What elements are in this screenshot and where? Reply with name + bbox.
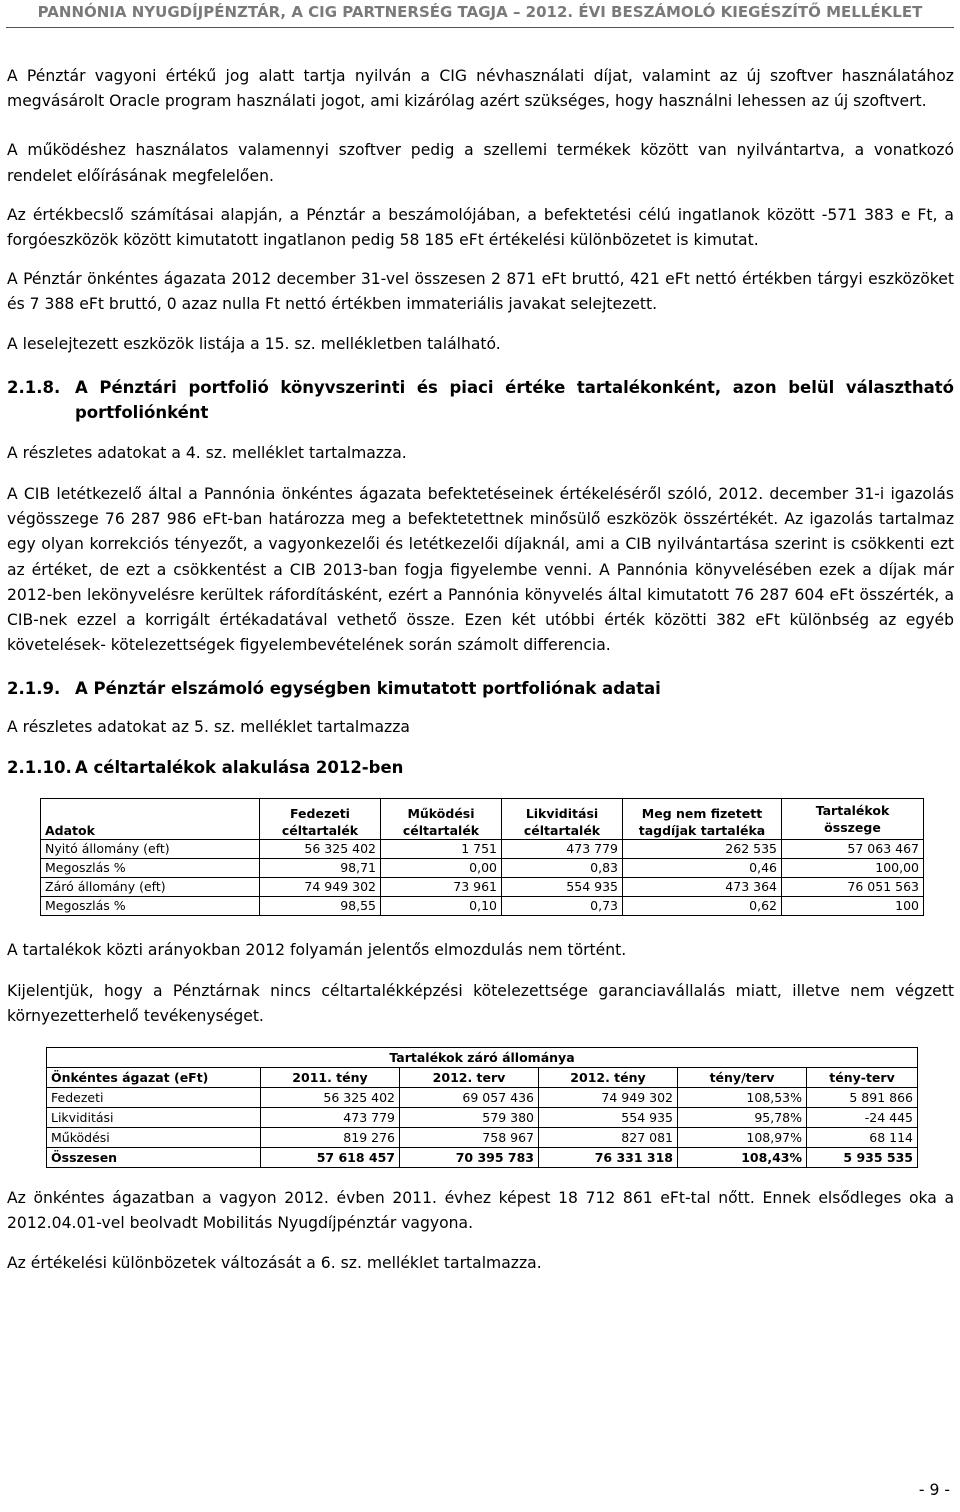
- column-header: Működési céltartalék: [381, 798, 502, 839]
- table-cell: 74 949 302: [260, 877, 381, 896]
- paragraph-annex-6: Az értékelési különbözetek változását a 6. sz. melléklet tartalmazza.: [7, 1253, 542, 1272]
- table-cell: 70 395 783: [400, 1148, 539, 1168]
- table-cell: 262 535: [623, 839, 782, 858]
- column-header: 2011. tény: [261, 1068, 400, 1088]
- table-cell: 5 935 535: [807, 1148, 918, 1168]
- row-label: Likviditási: [47, 1108, 261, 1128]
- table-row: [47, 1088, 918, 1108]
- row-label: Összesen: [47, 1148, 261, 1168]
- table-cell: 57 618 457: [261, 1148, 400, 1168]
- table-cell: 0,10: [381, 896, 502, 915]
- column-header: 2012. tény: [539, 1068, 678, 1088]
- section-title: A Pénztár elszámoló egységben kimutatott portfoliónak adatai: [75, 679, 661, 699]
- table-row: [41, 839, 924, 858]
- row-label: Megoszlás %: [41, 896, 260, 915]
- table-cell: 473 364: [623, 877, 782, 896]
- table-cell: 554 935: [539, 1108, 678, 1128]
- section-number: 2.1.10.: [7, 757, 72, 777]
- paragraph-annex-4: A részletes adatokat a 4. sz. melléklet tartalmazza.: [7, 443, 407, 462]
- row-label: Fedezeti: [47, 1088, 261, 1108]
- paragraph-declaration: Kijelentjük, hogy a Pénztárnak nincs céltartalékképzési kötelezettsége garanciavállalás miatt, illetve nem végzett környezetterhelő tevékenységet.: [7, 981, 954, 1026]
- paragraph-asset-growth: Az önkéntes ágazatban a vagyon 2012. évben 2011. évhez képest 18 712 861 eFt-tal nőtt. Ennek elsődleges oka a 2012.04.01-vel beolvadt Mobilitás Nyugdíjpénztár vagyona.: [7, 1189, 954, 1233]
- row-label: Megoszlás %: [41, 858, 260, 877]
- table-cell: 473 779: [261, 1108, 400, 1128]
- table-cell: 0,62: [623, 896, 782, 915]
- column-header: Likviditási céltartalék: [502, 798, 623, 839]
- section-number: 2.1.8.: [7, 377, 61, 397]
- table-cell: 827 081: [539, 1128, 678, 1148]
- column-header: tény/terv: [678, 1068, 807, 1088]
- table-cell: 1 751: [381, 839, 502, 858]
- row-label: Működési: [47, 1128, 261, 1148]
- paragraph-reserve-ratios: A tartalékok közti arányokban 2012 folyamán jelentős elmozdulás nem történt.: [7, 940, 627, 959]
- table-cell: 56 325 402: [261, 1088, 400, 1108]
- section-heading-2-1-8: [7, 375, 954, 425]
- column-header: Tartalékok összege: [782, 798, 924, 839]
- column-header: Meg nem fizetett tagdíjak tartaléka: [623, 798, 782, 839]
- table-cell: 579 380: [400, 1108, 539, 1128]
- paragraph-annex-5: A részletes adatokat az 5. sz. melléklet tartalmazza: [7, 718, 410, 737]
- table-cell: -24 445: [807, 1108, 918, 1128]
- table-header-row: [47, 1068, 918, 1088]
- table-title: Tartalékok záró állomány​a: [47, 1048, 918, 1068]
- row-label: Záró állomány (eft): [41, 877, 260, 896]
- column-header: 2012. terv: [400, 1068, 539, 1088]
- table-header-row: [41, 798, 924, 839]
- table-row: [47, 1108, 918, 1128]
- table-cell: 98,55: [260, 896, 381, 915]
- column-header: Önkéntes ágazat (eFt): [47, 1068, 261, 1088]
- table-row: [41, 896, 924, 915]
- paragraph-cib-custodian: A CIB letétkezelő által a Pannónia önkéntes ágazata befektetéseinek értékeléséről szóló, 2012. december 31-i igazolás végösszege 76 287 986 eFt-ban határozza meg a befektetettnek minősülő eszközök összértékét. Az igazolás tartalmaz egy olyan korrekciós tényezőt, a vagyonkezelői és letétkezelői díjaknál, ami a CIB nyilvántartása szerint is csökkenti ezt az értéket, de ezt a csökkentést a CIB 2013-ban fogja figyelembe venni. A Pannónia könyvelésében ezek a díjak már 2012-ben lekönyvelésre kerültek ráfordításként, ezért a Pannónia könyvelés által kimutatott 76 287 604 eFt összérték, a CIB-nek ezzel a korrigált értékadatával vethető össze. Ezen két utóbbi érték közötti 382 eFt különbség az egyéb követelések- kötelezettségek figyelembevételének során számolt differencia.: [7, 485, 954, 655]
- row-label: Nyitó állomány (eft): [41, 839, 260, 858]
- table-row: [47, 1128, 918, 1148]
- paragraph-software: A működéshez használatos valamennyi szoftver pedig a szellemi termékek között van nyilvántartva, a vonatkozó rendelet előírásának megfelelően.: [7, 141, 954, 185]
- page-number: - 9 -: [918, 1481, 950, 1499]
- section-title: A céltartalékok alakulása 2012-ben: [75, 757, 404, 777]
- table-cell: 68 114: [807, 1128, 918, 1148]
- document-body: [7, 64, 954, 1276]
- reserves-table: [40, 798, 924, 916]
- table-title-row: [47, 1048, 918, 1068]
- paragraph-disposal: A Pénztár önkéntes ágazata 2012 december 31-vel összesen 2 871 eFt bruttó, 421 eFt nettó értékben tárgyi eszközöket és 7 388 eFt bruttó, 0 azaz nulla Ft nettó értékben immateriális javakat selejtezett.: [7, 270, 954, 314]
- column-header: Fedezeti céltartalék: [260, 798, 381, 839]
- column-header: tény-terv: [807, 1068, 918, 1088]
- section-heading-2-1-10: [7, 755, 954, 780]
- table-cell: 473 779: [502, 839, 623, 858]
- table-cell: 108,53%: [678, 1088, 807, 1108]
- table-row: [41, 877, 924, 896]
- table-cell: 57 063 467: [782, 839, 924, 858]
- table-cell: 76 051 563: [782, 877, 924, 896]
- table-total-row: [47, 1148, 918, 1168]
- table-cell: 758 967: [400, 1128, 539, 1148]
- table-cell: 98,71: [260, 858, 381, 877]
- table-cell: 76 331 318: [539, 1148, 678, 1168]
- table-cell: 108,97%: [678, 1128, 807, 1148]
- header-divider: [6, 27, 954, 28]
- table-cell: 56 325 402: [260, 839, 381, 858]
- table-cell: 0,46: [623, 858, 782, 877]
- table-cell: 554 935: [502, 877, 623, 896]
- closing-reserves-table: [46, 1047, 918, 1168]
- table-cell: 5 891 866: [807, 1088, 918, 1108]
- table-cell: 95,78%: [678, 1108, 807, 1128]
- table-cell: 819 276: [261, 1128, 400, 1148]
- section-heading-2-1-9: [7, 676, 954, 701]
- section-number: 2.1.9.: [7, 679, 61, 699]
- table-cell: 0,83: [502, 858, 623, 877]
- paragraph-intangible-rights: A Pénztár vagyoni értékű jog alatt tartja nyilván a CIG névhasználati díjat, valamint az új szoftver használatához megvásárolt Oracle program használati jogot, ami kizárólag azért szükséges, hogy használni lehessen az új szoftvert.: [7, 67, 954, 111]
- table-cell: 0,73: [502, 896, 623, 915]
- section-title: A Pénztári portfolió könyvszerinti és piaci értéke tartalékonként, azon belül választható portfoliónként: [75, 377, 954, 422]
- paragraph-valuation: Az értékbecslő számításai alapján, a Pénztár a beszámolójában, a befektetési célú ingatlanok között -571 383 e Ft, a forgóeszközök között kimutatott ingatlanon pedig 58 185 eFt értékelési különbözetet is kimutat.: [7, 205, 954, 250]
- paragraph-disposal-list: A leselejtezett eszközök listája a 15. sz. mellékletben található.: [7, 334, 501, 353]
- page-header: PANNÓNIA NYUGDÍJPÉNZTÁR, A CIG PARTNERSÉG TAGJA – 2012. ÉVI BESZÁMOLÓ KIEGÉSZÍTŐ MELLÉKLET: [37, 3, 923, 21]
- table-row: [41, 858, 924, 877]
- column-header: Adatok: [41, 798, 260, 839]
- table-cell: 73 961: [381, 877, 502, 896]
- table-cell: 108,43%: [678, 1148, 807, 1168]
- table-cell: 100: [782, 896, 924, 915]
- table-cell: 69 057 436: [400, 1088, 539, 1108]
- table-cell: 100,00: [782, 858, 924, 877]
- table-cell: 0,00: [381, 858, 502, 877]
- table-cell: 74 949 302: [539, 1088, 678, 1108]
